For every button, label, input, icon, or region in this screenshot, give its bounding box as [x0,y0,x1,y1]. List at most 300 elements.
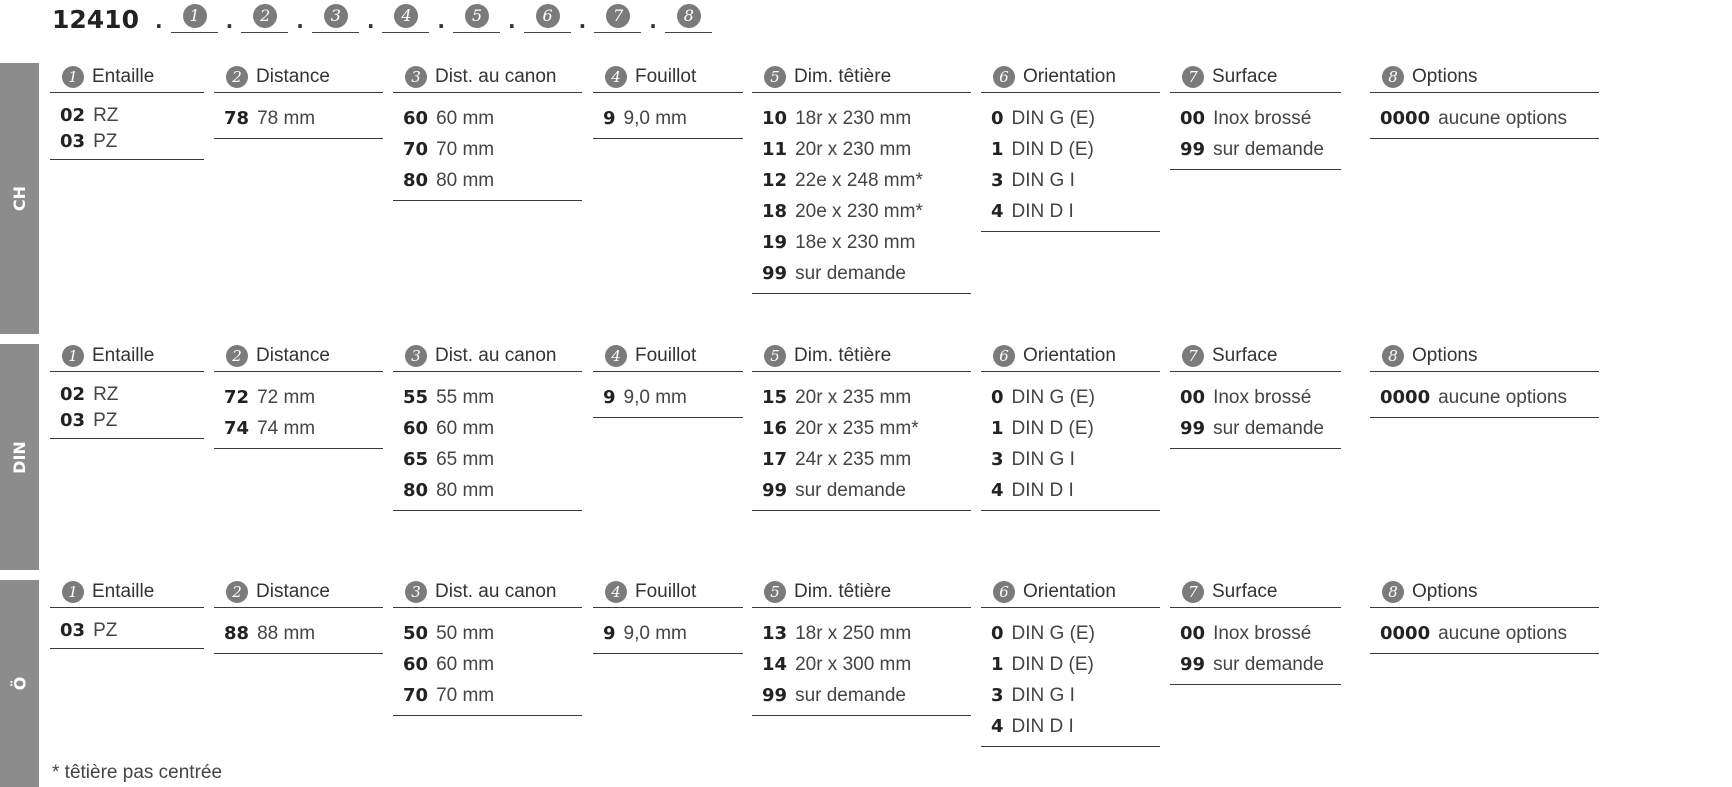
option-item [393,649,582,680]
option-code: 00 [1180,108,1206,129]
option-item [752,680,971,711]
option-text: Inox brossé [1213,387,1312,408]
option-text: DIN G I [1011,449,1075,470]
option-text: aucune options [1438,623,1567,644]
option-item [50,618,204,644]
option-item [981,382,1160,413]
option-code: 60 [403,418,429,439]
option-item [1370,382,1599,413]
number-badge-icon: 6 [993,66,1015,88]
section-label-text: CH [9,185,29,211]
number-badge-icon: 5 [764,66,786,88]
column-4 [593,341,743,418]
option-text: 60 mm [436,418,495,439]
option-list [752,93,971,294]
option-code: 80 [403,480,429,501]
column-header [752,341,971,372]
column-6 [981,341,1160,511]
placeholder-slot-2 [241,1,288,33]
column-8 [1370,341,1599,418]
option-item [1170,413,1341,444]
option-text: sur demande [795,263,906,284]
option-item [393,382,582,413]
option-text: 9,0 mm [623,387,687,408]
column-header-label: Distance [256,345,330,366]
option-list [1170,608,1341,685]
option-list [981,608,1160,747]
option-code: 74 [224,418,250,439]
option-item [1370,103,1599,134]
section-label-1 [0,437,39,477]
column-header [393,341,582,372]
option-list [593,93,743,139]
option-text: 9,0 mm [623,623,687,644]
column-8 [1370,62,1599,139]
column-header [50,62,204,93]
option-code: 9 [603,623,616,644]
option-text: 9,0 mm [623,108,687,129]
column-7 [1170,62,1341,170]
option-code: 9 [603,387,616,408]
option-item [981,711,1160,742]
option-item [393,134,582,165]
option-list [393,608,582,716]
option-text: DIN G (E) [1011,623,1095,644]
number-badge-icon: 3 [405,345,427,367]
column-5 [752,341,971,511]
option-item [393,680,582,711]
column-header-label: Fouillot [635,581,697,602]
option-text: 78 mm [257,108,316,129]
placeholder-slot-5 [453,1,500,33]
column-header-label: Entaille [92,581,155,602]
option-code: 60 [403,654,429,675]
placeholder-slot-8 [665,1,712,33]
option-item [981,649,1160,680]
option-code: 70 [403,139,429,160]
option-text: sur demande [795,480,906,501]
option-code: 99 [1180,418,1206,439]
option-code: 13 [762,623,788,644]
option-code: 03 [60,410,86,431]
option-text: DIN G I [1011,685,1075,706]
column-header [1370,577,1599,608]
option-item [50,103,204,129]
option-text: sur demande [795,685,906,706]
option-code: 0 [991,108,1004,129]
column-5 [752,577,971,716]
option-code: 0 [991,387,1004,408]
option-text: 50 mm [436,623,495,644]
option-text: PZ [93,131,118,152]
number-badge-icon: 4 [605,345,627,367]
column-header-label: Distance [256,66,330,87]
column-header [593,341,743,372]
column-header-label: Dist. au canon [435,66,557,87]
number-badge-icon: 8 [1382,345,1404,367]
reference-formula [52,2,712,36]
option-item [981,103,1160,134]
option-code: 4 [991,716,1004,737]
option-code: 0000 [1380,623,1431,644]
option-code: 99 [762,263,788,284]
option-code: 3 [991,685,1004,706]
column-header-label: Dim. têtière [794,66,892,87]
option-item [981,165,1160,196]
column-3 [393,62,582,201]
column-1 [50,577,204,649]
column-header-label: Entaille [92,345,155,366]
number-badge-icon: 4 [605,66,627,88]
formula-placeholders [147,1,712,38]
option-code: 1 [991,654,1004,675]
option-code: 17 [762,449,788,470]
option-text: 18r x 230 mm [795,108,912,129]
option-list [50,372,204,439]
number-badge-icon: 1 [62,66,84,88]
column-header-label: Orientation [1023,66,1116,87]
option-code: 99 [1180,139,1206,160]
option-text: 18e x 230 mm [795,232,916,253]
number-badge-icon: 2 [226,581,248,603]
option-code: 55 [403,387,429,408]
option-item [981,444,1160,475]
option-item [981,618,1160,649]
option-list [214,93,383,139]
separator-dot: · [578,13,587,38]
option-item [593,382,743,413]
section-label-2 [0,663,39,703]
option-code: 4 [991,480,1004,501]
option-code: 15 [762,387,788,408]
option-list [981,93,1160,232]
option-code: 1 [991,418,1004,439]
option-item [393,413,582,444]
number-badge-icon: 2 [253,4,277,28]
option-text: PZ [93,410,118,431]
option-text: RZ [93,384,119,405]
section-label-text: Ö [9,676,29,690]
option-text: 65 mm [436,449,495,470]
option-list [593,372,743,418]
option-text: 20r x 300 mm [795,654,912,675]
option-list [1370,372,1599,418]
number-badge-icon: 5 [764,345,786,367]
column-3 [393,341,582,511]
number-badge-icon: 1 [62,581,84,603]
number-badge-icon: 8 [677,4,701,28]
option-text: 60 mm [436,108,495,129]
number-badge-icon: 3 [405,66,427,88]
option-code: 9 [603,108,616,129]
option-code: 0000 [1380,387,1431,408]
option-item [593,618,743,649]
column-header-label: Fouillot [635,345,697,366]
column-header [393,62,582,93]
column-header-label: Dim. têtière [794,581,892,602]
option-code: 14 [762,654,788,675]
option-item [752,196,971,227]
option-text: DIN D (E) [1011,418,1094,439]
number-badge-icon: 8 [1382,581,1404,603]
option-item [393,103,582,134]
number-badge-icon: 3 [405,581,427,603]
separator-dot: · [154,13,163,38]
column-8 [1370,577,1599,654]
option-text: Inox brossé [1213,623,1312,644]
option-item [752,258,971,289]
option-code: 12 [762,170,788,191]
column-header [752,577,971,608]
number-badge-icon: 1 [62,345,84,367]
option-item [752,413,971,444]
option-text: 55 mm [436,387,495,408]
option-item [981,134,1160,165]
option-item [752,382,971,413]
option-item [214,413,383,444]
option-list [1370,93,1599,139]
option-code: 0000 [1380,108,1431,129]
option-item [50,408,204,434]
option-item [981,680,1160,711]
option-text: sur demande [1213,654,1324,675]
option-item [1170,618,1341,649]
column-header-label: Options [1412,581,1478,602]
placeholder-slot-7 [594,1,641,33]
option-code: 18 [762,201,788,222]
column-header-label: Surface [1212,66,1278,87]
column-header [393,577,582,608]
option-item [752,165,971,196]
option-code: 65 [403,449,429,470]
option-code: 60 [403,108,429,129]
option-item [752,618,971,649]
option-list [1170,372,1341,449]
footnote: * têtière pas centrée [52,762,223,783]
option-text: 22e x 248 mm* [795,170,923,191]
option-list [752,372,971,511]
number-badge-icon: 6 [993,345,1015,367]
option-item [50,129,204,155]
number-badge-icon: 2 [226,66,248,88]
number-badge-icon: 6 [993,581,1015,603]
option-code: 3 [991,170,1004,191]
option-code: 10 [762,108,788,129]
number-badge-icon: 8 [1382,66,1404,88]
option-code: 80 [403,170,429,191]
option-code: 4 [991,201,1004,222]
option-item [981,413,1160,444]
option-text: DIN G I [1011,170,1075,191]
column-header-label: Options [1412,66,1478,87]
column-header-label: Surface [1212,581,1278,602]
option-code: 3 [991,449,1004,470]
column-header-label: Orientation [1023,581,1116,602]
column-header-label: Entaille [92,66,155,87]
separator-dot: · [649,13,657,38]
column-header [593,577,743,608]
column-2 [214,341,383,449]
option-item [214,618,383,649]
option-text: 80 mm [436,170,495,191]
option-item [393,165,582,196]
option-text: 20e x 230 mm* [795,201,923,222]
option-text: RZ [93,105,119,126]
option-item [752,134,971,165]
option-item [1170,649,1341,680]
separator-dot: · [225,13,234,38]
option-text: 72 mm [257,387,316,408]
option-list [393,93,582,201]
column-header [981,577,1160,608]
option-list [1170,93,1341,170]
column-header [1170,341,1341,372]
option-text: 60 mm [436,654,495,675]
separator-dot: · [296,13,304,38]
column-header-label: Orientation [1023,345,1116,366]
section-label-text: DIN [10,440,29,474]
number-badge-icon: 4 [394,4,418,28]
column-header [1170,62,1341,93]
option-text: 70 mm [436,139,495,160]
option-list [393,372,582,511]
option-code: 99 [762,480,788,501]
option-text: DIN D I [1011,201,1074,222]
option-text: DIN G (E) [1011,387,1095,408]
option-text: aucune options [1438,387,1567,408]
option-list [214,608,383,654]
option-code: 00 [1180,387,1206,408]
column-header [1170,577,1341,608]
section-label-0 [0,178,39,218]
column-header [1370,341,1599,372]
column-header [214,62,383,93]
number-badge-icon: 5 [764,581,786,603]
number-badge-icon: 7 [1182,66,1204,88]
column-header [214,341,383,372]
option-item [981,196,1160,227]
option-text: DIN G (E) [1011,108,1095,129]
number-badge-icon: 3 [324,4,348,28]
reference-number: 12410 [52,4,139,34]
column-6 [981,577,1160,747]
option-code: 16 [762,418,788,439]
option-code: 70 [403,685,429,706]
option-text: DIN D I [1011,480,1074,501]
option-text: DIN D (E) [1011,654,1094,675]
option-text: aucune options [1438,108,1567,129]
option-text: 18r x 250 mm [795,623,912,644]
option-item [752,475,971,506]
option-item [981,475,1160,506]
column-header-label: Dist. au canon [435,345,557,366]
option-code: 99 [762,685,788,706]
option-text: 20r x 230 mm [795,139,912,160]
number-badge-icon: 5 [465,4,489,28]
option-list [214,372,383,449]
option-list [1370,608,1599,654]
column-7 [1170,577,1341,685]
option-code: 03 [60,131,86,152]
option-code: 72 [224,387,250,408]
column-header-label: Surface [1212,345,1278,366]
option-item [752,227,971,258]
option-text: sur demande [1213,418,1324,439]
separator-dot: · [508,13,516,38]
option-code: 1 [991,139,1004,160]
separator-dot: · [366,13,375,38]
option-code: 19 [762,232,788,253]
column-header [593,62,743,93]
column-7 [1170,341,1341,449]
option-code: 99 [1180,654,1206,675]
option-code: 50 [403,623,429,644]
number-badge-icon: 6 [536,4,560,28]
column-header-label: Dim. têtière [794,345,892,366]
option-text: Inox brossé [1213,108,1312,129]
option-item [593,103,743,134]
option-item [1370,618,1599,649]
column-2 [214,577,383,654]
option-list [593,608,743,654]
column-6 [981,62,1160,232]
placeholder-slot-6 [524,1,571,33]
number-badge-icon: 7 [1182,581,1204,603]
option-item [214,382,383,413]
option-item [393,444,582,475]
option-list [50,608,204,649]
option-text: 88 mm [257,623,316,644]
option-item [752,444,971,475]
option-text: DIN D I [1011,716,1074,737]
option-item [752,103,971,134]
option-text: 80 mm [436,480,495,501]
option-item [752,649,971,680]
option-text: 70 mm [436,685,495,706]
option-code: 02 [60,105,86,126]
column-header [50,341,204,372]
number-badge-icon: 7 [1182,345,1204,367]
option-list [50,93,204,160]
option-code: 00 [1180,623,1206,644]
column-header [981,62,1160,93]
column-1 [50,62,204,160]
option-text: sur demande [1213,139,1324,160]
column-header [50,577,204,608]
option-list [981,372,1160,511]
placeholder-slot-1 [171,1,218,33]
number-badge-icon: 2 [226,345,248,367]
column-5 [752,62,971,294]
option-item [393,618,582,649]
separator-dot: · [437,13,446,38]
column-header [1370,62,1599,93]
column-header [752,62,971,93]
placeholder-slot-3 [312,1,359,33]
column-3 [393,577,582,716]
number-badge-icon: 1 [183,4,207,28]
option-item [393,475,582,506]
placeholder-slot-4 [382,1,429,33]
column-header-label: Fouillot [635,66,697,87]
column-header [214,577,383,608]
column-1 [50,341,204,439]
column-header-label: Options [1412,345,1478,366]
column-header-label: Dist. au canon [435,581,557,602]
option-text: 74 mm [257,418,316,439]
column-2 [214,62,383,139]
option-text: 20r x 235 mm [795,387,912,408]
